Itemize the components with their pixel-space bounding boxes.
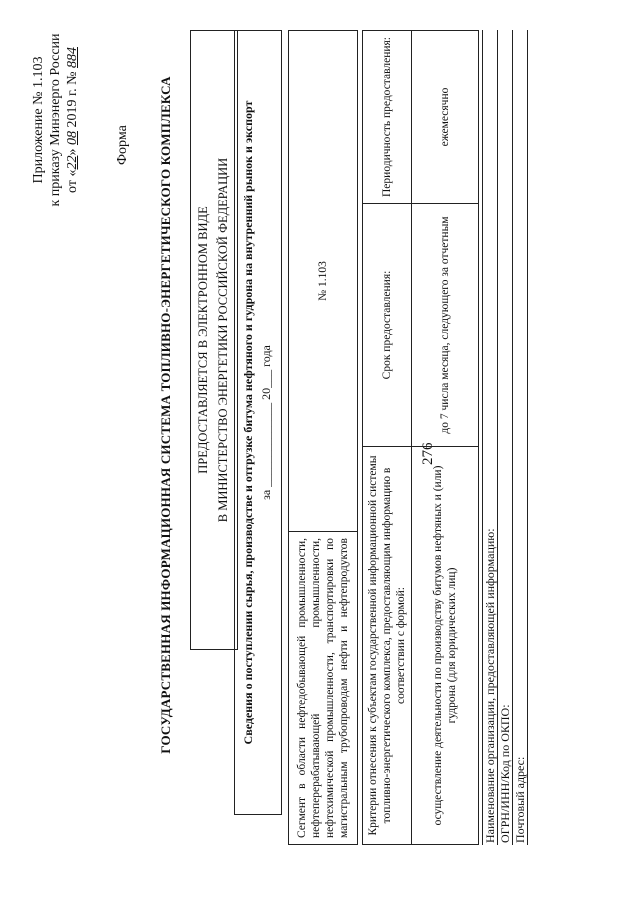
appendix-line3 [64, 15, 81, 225]
criteria-value: осуществление деятельности по производству битумов нефтяных и (или) гудрона (для юридических лиц) [412, 447, 479, 845]
criteria-header: Критерии отнесения к субъектам государственной информационной системы топливно-энергетического комплекса, предоставляющим информацию в соответствии с формой: [363, 447, 412, 845]
appendix-date-sep: » [65, 145, 80, 156]
appendix-block [30, 15, 81, 225]
submission-box [190, 30, 238, 650]
segment-table [288, 30, 358, 845]
appendix-number: 884 [65, 47, 80, 69]
organization-details [482, 30, 528, 845]
appendix-line1: Приложение № 1.103 [31, 56, 46, 184]
ogrn-line: ОГРН/ИНН/Код по ОКПО: [498, 30, 513, 845]
form-code: № 1.103 [289, 31, 358, 532]
form-label: Форма [115, 125, 130, 165]
appendix-line2: к приказу Минэнерго России [48, 33, 63, 207]
deadline-header: Срок предоставления: [363, 204, 412, 447]
submission-line1: ПРЕДОСТАВЛЯЕТСЯ В ЭЛЕКТРОННОМ ВИДЕ [196, 206, 210, 474]
org-name-line: Наименование организации, предоставляющей информацию: [482, 30, 498, 845]
submission-line2: В МИНИСТЕРСТВО ЭНЕРГЕТИКИ РОССИЙСКОЙ ФЕДЕРАЦИИ [216, 157, 230, 523]
main-title: ГОСУДАРСТВЕННАЯ ИНФОРМАЦИОННАЯ СИСТЕМА ТОПЛИВНО-ЭНЕРГЕТИЧЕСКОГО КОМПЛЕКСА [158, 76, 173, 754]
table-row [363, 31, 412, 845]
deadline-value: до 7 числа месяца, следующего за отчетным [412, 204, 479, 447]
address-line: Почтовый адрес: [513, 30, 528, 845]
report-period: за ______________ 20___ года [259, 345, 273, 500]
appendix-month: 08 [65, 131, 80, 146]
table-row [289, 31, 358, 845]
report-title-box [234, 30, 282, 815]
table-row [412, 31, 479, 845]
criteria-table [362, 30, 479, 845]
frequency-value: ежемесячно [412, 31, 479, 204]
segment-text: Сегмент в области нефтедобывающей промышленности, нефтеперерабатывающей промышленности, нефтехимической промышленности, транспортировки по магистральным трубопроводам нефти и нефтепродуктов [289, 532, 358, 845]
frequency-header: Периодичность предоставления: [363, 31, 412, 204]
appendix-year: 2019 г. № [65, 68, 80, 132]
report-title: Сведения о поступлении сырья, производстве и отгрузке битума нефтяного и гудрона на внутренний рынок и экспорт [241, 100, 255, 745]
appendix-date-prefix: от « [65, 169, 80, 193]
appendix-day: 22 [65, 155, 80, 170]
page-number: 276 [420, 442, 436, 465]
